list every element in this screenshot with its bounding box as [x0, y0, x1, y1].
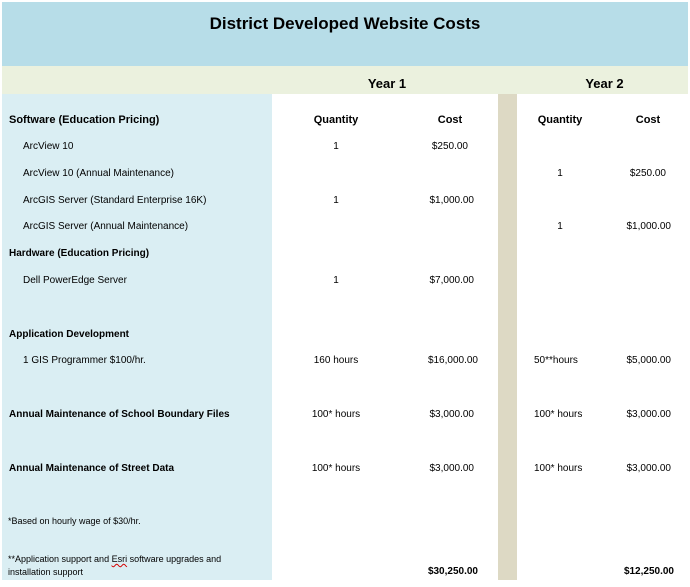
- arcview-y1-cost: $250.00: [431, 141, 468, 152]
- arcview-maintenance-y2-cost: $250.00: [629, 168, 666, 179]
- boundary-y1-cost: $3,000.00: [429, 409, 474, 420]
- row-label-arcgis-server: ArcGIS Server (Standard Enterprise 16K): [23, 195, 207, 206]
- street-y1-cost: $3,000.00: [429, 463, 474, 474]
- year-2-quantity-header: Quantity: [537, 114, 583, 126]
- row-label-arcgis-maintenance: ArcGIS Server (Annual Maintenance): [23, 221, 189, 232]
- year-2-total: $12,250.00: [623, 566, 674, 577]
- section-application-development: Application Development: [9, 329, 130, 340]
- row-label-arcview-maintenance: ArcView 10 (Annual Maintenance): [23, 168, 175, 179]
- row-label-dell-server: Dell PowerEdge Server: [23, 275, 127, 286]
- year-1-quantity-header: Quantity: [313, 114, 359, 126]
- arcgis-server-y1-quantity: 1: [333, 195, 339, 206]
- street-y2-cost: $3,000.00: [626, 463, 671, 474]
- row-label-gis-programmer: 1 GIS Programmer $100/hr.: [23, 355, 146, 366]
- footnote-2-line-2: installation support: [8, 567, 84, 577]
- page-title: District Developed Website Costs: [209, 14, 481, 33]
- arcgis-maintenance-y2-cost: $1,000.00: [626, 221, 671, 232]
- footnote-2-esri: Esri: [111, 554, 128, 564]
- arcgis-server-y1-cost: $1,000.00: [429, 195, 474, 206]
- boundary-y2-cost: $3,000.00: [626, 409, 671, 420]
- arcview-maintenance-y2-quantity: 1: [557, 168, 563, 179]
- year-1-label: Year 1: [367, 76, 407, 91]
- footnote-application-support: [8, 553, 270, 579]
- dell-server-y1-quantity: 1: [333, 275, 339, 286]
- gis-programmer-y1-cost: $16,000.00: [427, 355, 478, 366]
- year-separator-column: [498, 94, 517, 580]
- section-street-data: Annual Maintenance of Street Data: [9, 463, 175, 474]
- arcview-y1-quantity: 1: [333, 141, 339, 152]
- year-1-total: $30,250.00: [427, 566, 478, 577]
- arcgis-maintenance-y2-quantity: 1: [557, 221, 563, 232]
- gis-programmer-y2-quantity: 50**hours: [534, 355, 578, 366]
- footnote-hourly-wage: *Based on hourly wage of $30/hr.: [8, 516, 141, 526]
- boundary-y1-quantity: 100* hours: [311, 409, 361, 420]
- row-label-arcview: ArcView 10: [23, 141, 74, 152]
- year-2-label: Year 2: [585, 76, 624, 91]
- footnote-2-prefix: **Application support and: [8, 554, 112, 564]
- year-header-bar: [2, 66, 688, 94]
- section-boundary-files: Annual Maintenance of School Boundary Files: [9, 409, 230, 420]
- year-2-cost-header: Cost: [635, 114, 661, 126]
- boundary-y2-quantity: 100* hours: [534, 409, 583, 420]
- footnote-2-suffix: software upgrades and: [127, 554, 222, 564]
- street-y2-quantity: 100* hours: [534, 463, 583, 474]
- section-software: Software (Education Pricing): [9, 114, 160, 126]
- gis-programmer-y2-cost: $5,000.00: [626, 355, 671, 366]
- street-y1-quantity: 100* hours: [311, 463, 361, 474]
- gis-programmer-y1-quantity: 160 hours: [313, 355, 359, 366]
- year-1-cost-header: Cost: [437, 114, 463, 126]
- title-bar: [2, 2, 688, 66]
- dell-server-y1-cost: $7,000.00: [429, 275, 474, 286]
- section-hardware: Hardware (Education Pricing): [9, 248, 150, 259]
